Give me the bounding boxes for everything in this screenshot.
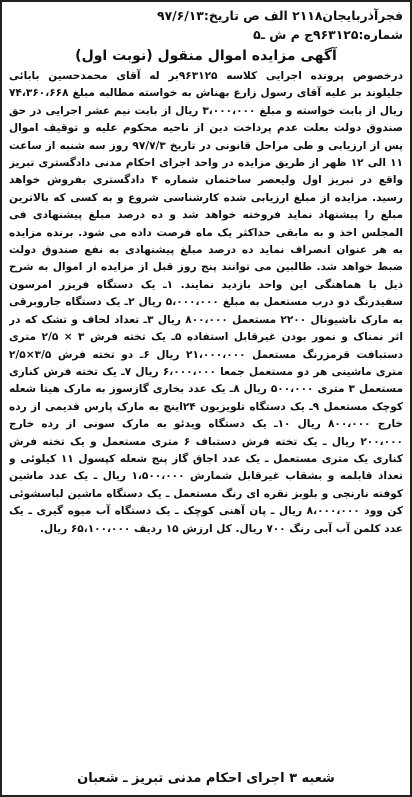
- notice-signature: شعبه ۳ اجرای احکام مدنی تبریز ـ شعبان: [77, 771, 335, 786]
- case-number-line: شماره:۹۶۳۱۲۵ج م ش ـ۵: [253, 27, 403, 42]
- notice-title: آگهی مزایده اموال منقول (نوبت اول): [75, 48, 337, 64]
- notice-body-text: درخصوص پرونده اجرایی کلاسه ۹۶۳۱۲۵بر له آقای محمدحسین بابائی جلیلوند بر علیه آقای رسول زارع بهناش به خواسته مطالبه مبلغ ۷۴،۳۶۰،۶۶۸ ریال از بابت خواسته و مبلغ ۳،۰۰۰،۰۰۰ ریال از بابت نیم عشر اجرایی در حق صندوق دولت بعلت عدم پرداخت دین از ناحیه محکوم علیه و توقیف اموال پس از ارزیابی و طی مراحل قانونی در تاریخ ۹۷/۷/۳ روز سه شنبه از ساعت ۱۱ الی ۱۲ ظهر از طریق مزایده در واحد اجرای احکام مدنی دادگستری تبریز واقع در تبریز اول ولیعصر ساختمان شماره ۴ دادگستری بفروش خواهد رسید. مزایده از مبلغ ارزیابی شده کارشناسی شروع و به کسی که بالاترین مبلغ را پیشنهاد نماید فروخته خواهد شد و ده درصد مبلغ پیشنهادی فی المجلس اخذ و به مابقی حداکثر یک ماه فرصت داده می شود. برنده مزایده به هر عنوان انصراف نماید ده درصد مبلغ پیشنهادی به نفع صندوق دولت ضبط خواهد شد. طالبین می توانند پنج روز قبل از مزایده از اموال به شرح ذیل با هماهنگی این واحد بازدید نمایند. ۱ـ یک دستگاه فریزر امرسون سفیدرنگ دو درب مستعمل به مبلغ ۵،۰۰۰،۰۰۰ ریال ۲ـ یک دستگاه جاروبرقی به مارک ناشیونال ۲۲۰۰ مستعمل ۸۰۰،۰۰۰ ریال ۳ـ تعداد لحاف و تشک که در اثر نمناک و نمور بودن غیرقابل استفاده ۵ـ یک تخته فرش ۳ × ۲/۵ متری دستبافت قرمزرنگ مستعمل ۲۱،۰۰۰،۰۰۰ ریال ۶ـ دو تخته فرش ۳/۵×۲/۵ متری ماشینی هر دو مستعمل جمعا ۶،۰۰۰،۰۰۰ ریال ۷ـ یک تخته فرش کناری مستعمل ۳ متری ۵۰۰،۰۰۰ ریال ۸ـ یک عدد بخاری گازسوز به مارک هیتا شعله کوچک مستعمل ۹ـ یک دستگاه تلویزیون ۲۴اینچ به مارک پارس قدیمی از رده خارج ۸۰۰،۰۰۰ ریال ۱۰ـ یک دستگاه ویدئو به مارک سونی از رده خارج ۲۰۰،۰۰۰ ریال ـ یک تخته فرش دستباف ۶ متری مستعمل و یک تخته فرش کناری یک متری مستعمل ـ یک عدد اجاق گاز پنج شعله کپسول ۱۱ کیلوئی و تعداد قابلمه و بشقاب غیرقابل شمارش ۱،۵۰۰،۰۰۰ ریال ـ یک عدد ماشین کوفته نارنجی و بلوبز نقره ای رنگ مستعمل ـ یک دستگاه ماشین لباسشوئی کن وود ۸،۰۰۰،۰۰۰ ریال ـ پان آهنی کوچک ـ یک دستگاه آب میوه گیری ـ یک عدد کلمن آب آبی رنگ ۷۰۰ ریال. کل ارزش ۱۵ ردیف ۶۵،۱۰۰،۰۰۰ ریال.: [9, 70, 403, 535]
- notice-body: [9, 68, 403, 767]
- newspaper-date-line: فجرآذربایجان۲۱۱۸ الف ص تاریخ:۹۷/۶/۱۳: [157, 8, 403, 23]
